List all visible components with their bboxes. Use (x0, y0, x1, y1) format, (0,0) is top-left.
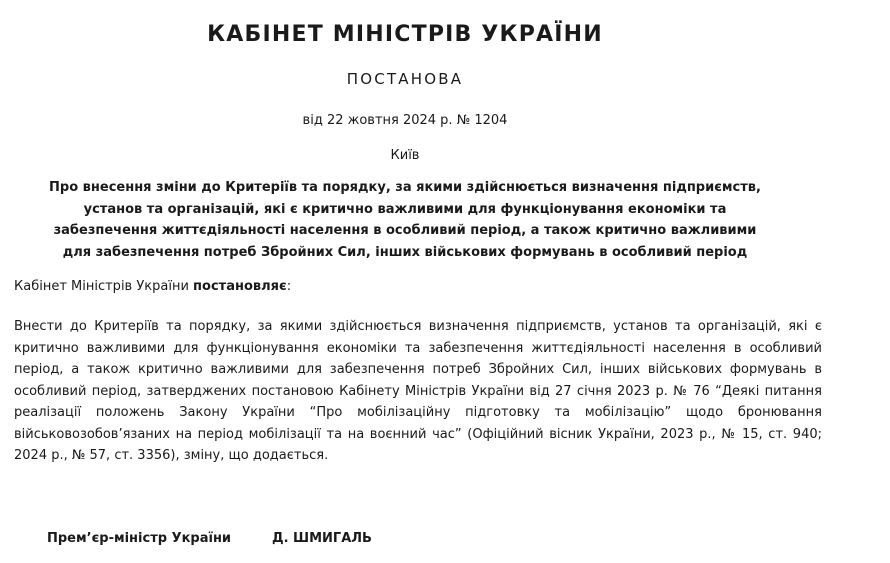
signatory-position: Прем’єр-міністр України (47, 531, 232, 546)
document-type: ПОСТАНОВА (346, 70, 464, 88)
resolution-line (14, 279, 291, 294)
document-body-paragraph: Внести до Критеріїв та порядку, за якими здійснюється визначення підприємств, установ та організацій, які є критично важливими для функціонування економіки та забезпечення життєдіяльності населення в особливий період, а також критично важливими для забезпечення потреб Збройних Сил, інших військових формувань в особливий період, затверджених постановою Кабінету Міністрів України від 27 січня 2023 р. № 76 “Деякі питання реалізації положень Закону України “Про мобілізаційну підготовку та мобілізацію” щодо бронювання військовозобов’язаних на період мобілізації та на воєнний час” (Офіційний вісник України, 2023 р., № 15, ст. 940; 2024 р., № 57, ст. 3356), зміну, що додається. (14, 319, 822, 463)
document-institution-title: КАБІНЕТ МІНІСТРІВ УКРАЇНИ (207, 22, 603, 47)
resolution-subject: Кабінет Міністрів України (14, 279, 189, 294)
document-heading: Про внесення зміни до Критеріїв та порядку, за якими здійснюється визначення підприємств, установ та організацій, які є критично важливими для функціонування економіки та забезпечення життєдіяльності населення в особливий період, а також критично важливими для забезпечення потреб Збройних Сил, інших військових формувань в особливий період (49, 180, 761, 260)
document-city: Київ (390, 148, 420, 163)
signatory-name: Д. ШМИГАЛЬ (272, 531, 372, 546)
resolution-colon: : (286, 279, 292, 294)
resolution-verb: постановляє (193, 279, 287, 294)
document-date-number: від 22 жовтня 2024 р. № 1204 (302, 113, 508, 128)
